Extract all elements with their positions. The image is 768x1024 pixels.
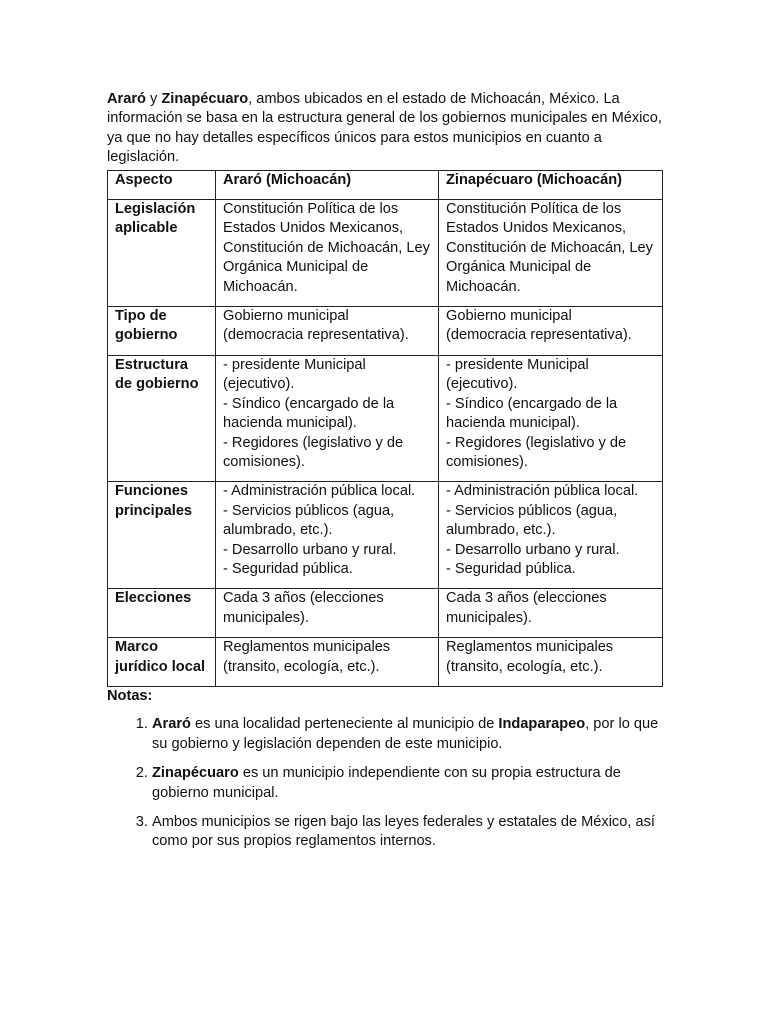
cell-line: Constitución Política de los Estados Unidos Mexicanos, Constitución de Michoacán, Ley Orgánica Municipal de Michoacán. (446, 201, 653, 295)
cell-ararol (216, 307, 439, 356)
note-item (152, 715, 663, 754)
cell-ararol (216, 200, 439, 307)
cell-zinapecuaro (439, 589, 663, 638)
cell-ararol (216, 355, 439, 481)
cell-line: - Síndico (encargado de la hacienda municipal). (223, 395, 395, 432)
intro-name-ararol: Araró (107, 91, 146, 107)
intro-name-zinapecuaro: Zinapécuaro (161, 91, 249, 107)
cell-zinapecuaro (439, 482, 663, 589)
intro-paragraph (107, 90, 663, 168)
notes-title: Notas: (107, 687, 153, 704)
notes-list (107, 715, 663, 851)
note-item (152, 813, 663, 852)
cell-line: - Administración pública local. (223, 483, 416, 500)
cell-zinapecuaro (439, 638, 663, 687)
cell-aspect: Tipo de gobierno (108, 307, 216, 356)
table-row (108, 638, 663, 687)
cell-line: - Servicios públicos (agua, alumbrado, etc.). (223, 502, 395, 539)
cell-line: - Desarrollo urbano y rural. (446, 541, 620, 558)
cell-zinapecuaro (439, 355, 663, 481)
table-row (108, 355, 663, 481)
cell-line: Gobierno municipal (democracia representativa). (446, 308, 632, 344)
table-header-row (108, 170, 663, 199)
table-row (108, 589, 663, 638)
header-zinapecuaro: Zinapécuaro (Michoacán) (439, 170, 663, 199)
cell-line: - presidente Municipal (ejecutivo). (446, 356, 589, 393)
cell-line: Cada 3 años (elecciones municipales). (446, 590, 607, 626)
note-text: es un municipio independiente con su propia estructura de gobierno municipal. (152, 765, 621, 801)
cell-line: - Servicios públicos (agua, alumbrado, etc.). (446, 502, 618, 539)
cell-line: Reglamentos municipales (transito, ecología, etc.). (446, 639, 614, 675)
cell-line: Constitución Política de los Estados Unidos Mexicanos, Constitución de Michoacán, Ley Orgánica Municipal de Michoacán. (223, 201, 430, 295)
cell-ararol (216, 589, 439, 638)
note-bold: Indaparapeo (498, 716, 586, 733)
cell-line: Cada 3 años (elecciones municipales). (223, 590, 384, 626)
cell-line: - presidente Municipal (ejecutivo). (223, 356, 366, 393)
cell-ararol (216, 638, 439, 687)
cell-line: - Administración pública local. (446, 483, 639, 500)
note-item (152, 764, 663, 803)
cell-aspect: Legislación aplicable (108, 200, 216, 307)
comparison-table (107, 170, 663, 687)
cell-aspect: Estructura de gobierno (108, 355, 216, 481)
cell-ararol (216, 482, 439, 589)
cell-line: - Síndico (encargado de la hacienda municipal). (446, 395, 618, 432)
cell-zinapecuaro (439, 307, 663, 356)
cell-aspect: Marco jurídico local (108, 638, 216, 687)
cell-aspect: Funciones principales (108, 482, 216, 589)
note-text: Ambos municipios se rigen bajo las leyes federales y estatales de México, así como por sus propios reglamentos internos. (152, 814, 655, 850)
header-ararol: Araró (Michoacán) (216, 170, 439, 199)
note-bold: Araró (152, 716, 191, 733)
note-text: , por lo que su gobierno y legislación dependen de este municipio. (152, 716, 659, 752)
intro-connector: y (145, 91, 162, 107)
table-body (108, 200, 663, 687)
header-aspecto: Aspecto (108, 170, 216, 199)
table-row (108, 307, 663, 356)
cell-line: - Seguridad pública. (446, 560, 576, 577)
document-page (107, 90, 663, 862)
table-row (108, 482, 663, 589)
cell-line: - Desarrollo urbano y rural. (223, 541, 397, 558)
cell-line: - Seguridad pública. (223, 560, 353, 577)
cell-line: - Regidores (legislativo y de comisiones). (223, 434, 404, 470)
cell-line: Gobierno municipal (democracia representativa). (223, 308, 409, 344)
note-text: es una localidad perteneciente al municipio de (190, 716, 499, 733)
cell-line: Reglamentos municipales (transito, ecología, etc.). (223, 639, 391, 675)
table-row (108, 200, 663, 307)
intro-text: , ambos ubicados en el estado de Michoacán, México. La información se basa en la estructura general de los gobiernos municipales en México, ya que no hay detalles específicos únicos para estos municipios en cuanto a legislación. (107, 91, 662, 166)
cell-line: - Regidores (legislativo y de comisiones). (446, 434, 627, 470)
cell-aspect: Elecciones (108, 589, 216, 638)
note-bold: Zinapécuaro (152, 765, 239, 782)
cell-zinapecuaro (439, 200, 663, 307)
